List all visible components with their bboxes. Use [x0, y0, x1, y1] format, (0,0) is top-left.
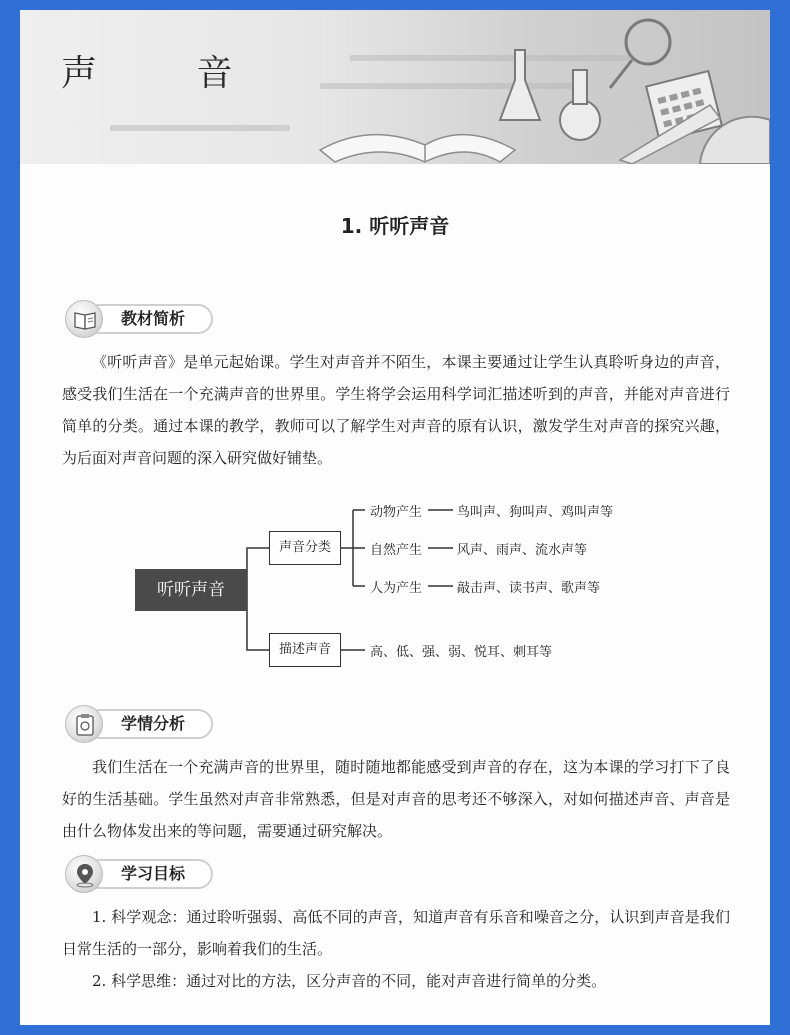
- section-label: 学情分析: [85, 709, 213, 739]
- mind-map-leaf-value: 敲击声、读书声、歌声等: [457, 581, 601, 596]
- mind-map-leaf-label: 自然产生: [370, 543, 423, 558]
- paragraph: 我们生活在一个充满声音的世界里，随时随地都能感受到声音的存在，这为本课的学习打下了良好的生活基础。学生虽然对声音非常熟悉，但是对声音的思考还不够深入，对如何描述声音、声音是由什么物体发出来的等问题，需要通过研究解决。: [62, 758, 730, 840]
- magnifier-icon: [610, 20, 670, 88]
- mind-map: [20, 480, 770, 680]
- paragraph: 《听听声音》是单元起始课。学生对声音并不陌生，本课主要通过让学生认真聆听身边的声音，感受我们生活在一个充满声音的世界里。学生将学会运用科学词汇描述听到的声音，并能对声音进行简单的分类。通过本课的教学，教师可以了解学生对声音的原有认识，激发学生对声音的探究兴趣，为后面对声音问题的深入研究做好铺垫。: [62, 353, 730, 467]
- location-pin-icon: [65, 855, 103, 893]
- book-icon: [65, 300, 103, 338]
- section-body-learner-analysis: [62, 751, 730, 847]
- chapter-banner: [20, 10, 770, 164]
- round-flask-icon: [560, 100, 600, 140]
- mind-map-leaf-label: 人为产生: [370, 581, 423, 596]
- goal-item: 2. 科学思维：通过对比的方法，区分声音的不同，能对声音进行简单的分类。: [92, 972, 607, 990]
- mind-map-branch-describe: 描述声音: [269, 633, 341, 667]
- section-body-textbook-analysis: [62, 346, 730, 474]
- goal-item: 1. 科学观念：通过聆听强弱、高低不同的声音，知道声音有乐音和噪音之分，认识到声音是我们日常生活的一部分，影响着我们的生活。: [62, 908, 730, 958]
- mind-map-branch-classify: 声音分类: [269, 531, 341, 565]
- clipboard-icon: [65, 705, 103, 743]
- section-body-learning-goals: [62, 901, 730, 997]
- section-label: 教材简析: [85, 304, 213, 334]
- open-book-icon: [320, 135, 515, 162]
- lesson-title: 1. 听听声音: [340, 214, 450, 238]
- chapter-title: 声 音: [61, 53, 277, 94]
- mind-map-describe-values: 高、低、强、弱、悦耳、刺耳等: [370, 645, 553, 660]
- mind-map-leaf-value: 风声、雨声、流水声等: [457, 543, 588, 558]
- mind-map-leaf-label: 动物产生: [370, 505, 423, 520]
- document-page: [20, 10, 770, 1025]
- section-label: 学习目标: [85, 859, 213, 889]
- mind-map-leaf-value: 鸟叫声、狗叫声、鸡叫声等: [457, 505, 614, 520]
- mind-map-root: 听听声音: [135, 569, 247, 611]
